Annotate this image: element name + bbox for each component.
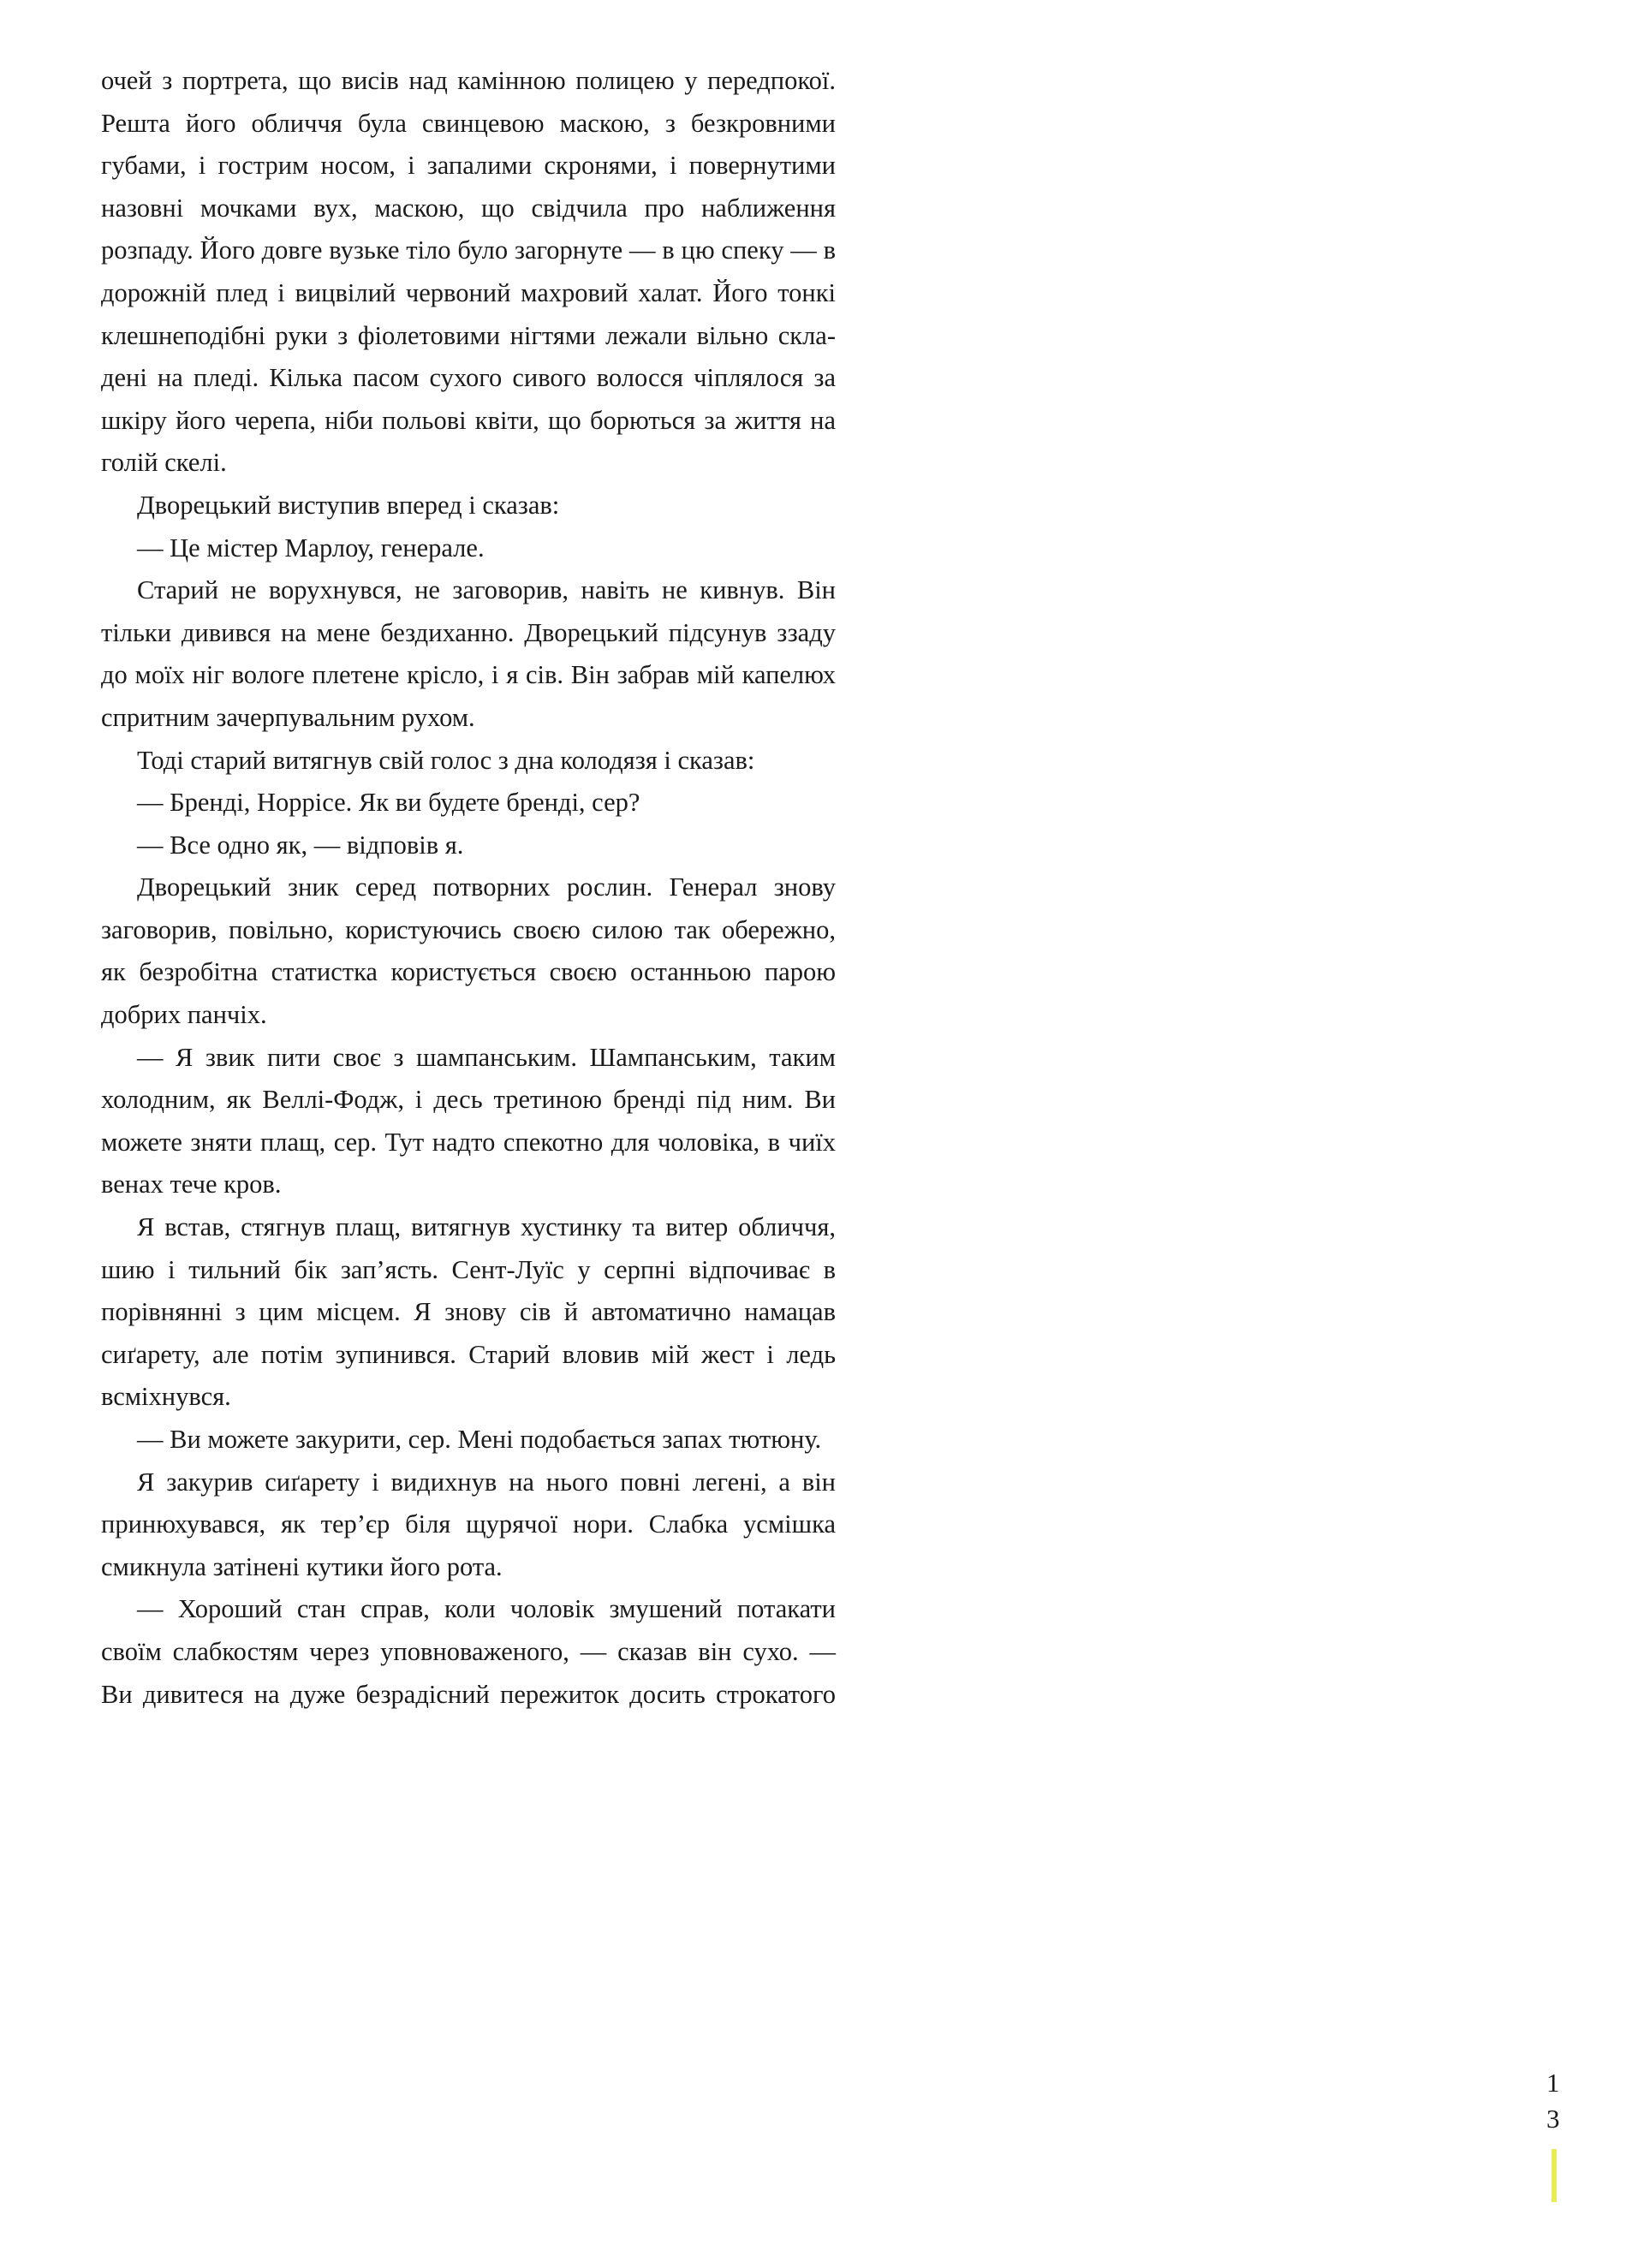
paragraph-10: Я встав, стягнув плащ, витягнув хустинку та витер обличчя, шию і тильний бік зап’ясть. Сент-Луїс у серпні відпочиває в порівнянні з цим місцем. Я знову сів й автоматично намацав сиґарету, але потім зупинився. Старий вловив мій жест і ледь всміхнувся. [101, 1212, 836, 1412]
paragraph-6: — Бренді, Норрісе. Як ви будете бренді, сер? [137, 788, 640, 818]
paragraph-2: Дворецький виступив вперед і сказав: [137, 490, 560, 520]
paragraph-3: — Це містер Марлоу, генерале. [137, 533, 485, 563]
paragraph-4: Старий не ворухнувся, не заговорив, навіть не кивнув. Він тільки дивився на мене бездиханно. Дворецький підсунув ззаду до моїх ніг вологе плетене крісло, і я сів. Він забрав мій капелюх спритним зачерпувальним рухом. [101, 575, 836, 732]
paragraph-12: Я закурив сиґарету і видихнув на нього повні легені, а він принюхувався, як тер’єр біля щурячої нори. Слабка усмішка смикнула затінені кутики його рота. [101, 1467, 836, 1581]
page-number-digit-top: 1 [1546, 2068, 1560, 2098]
paragraph-7: — Все одно як, — відповів я. [137, 830, 464, 860]
paragraph-5: Тоді старий витягнув свій голос з дна колодязя і сказав: [137, 745, 755, 775]
paragraph-11: — Ви можете закурити, сер. Мені подобається запах тютюну. [137, 1425, 822, 1454]
page-number [1546, 2065, 1584, 2137]
page-number-digit-bottom: 3 [1546, 2104, 1560, 2134]
paragraph-8: Дворецький зник серед потворних рослин. Генерал знову заговорив, повільно, користуючись своєю силою так обережно, як безробітна статистка користується своєю останньою парою добрих панчіх. [101, 872, 836, 1030]
folio-accent-rule [1552, 2149, 1557, 2202]
paragraph-13: — Хороший стан справ, коли чоловік змушений потакати своїм слабкостям через уповноваженого, — сказав він сухо. — Ви дивитеся на дуже безрадісний пережиток досить строкатого [101, 1594, 836, 1709]
paragraph-1: очей з портрета, що висів над камінною полицею у передпокої. Решта його обличчя була свинцевою маскою, з безкровними губами, і гострим носом, і запалими скронями, і повернутими назовні мочками вух, маскою, що свідчила про наближення розпаду. Його довге вузьке тіло було загорнуте — в цю спеку — в дорожній плед і вицвілий червоний махровий халат. Його тонкі клешнеподібні руки з фіолетовими нігтями лежали вільно складені на пледі. Кілька пасом сухого сивого волосся чіплялося за шкіру його черепа, ніби польові квіти, що борються за життя на голій скелі. [101, 66, 836, 478]
paragraph-9: — Я звик пити своє з шампанським. Шампанським, таким холодним, як Веллі-Фодж, і десь третиною бренді під ним. Ви можете зняти плащ, сер. Тут надто спекотно для чоловіка, в чиїх венах тече кров. [101, 1042, 836, 1199]
body-text-column [101, 60, 836, 1716]
